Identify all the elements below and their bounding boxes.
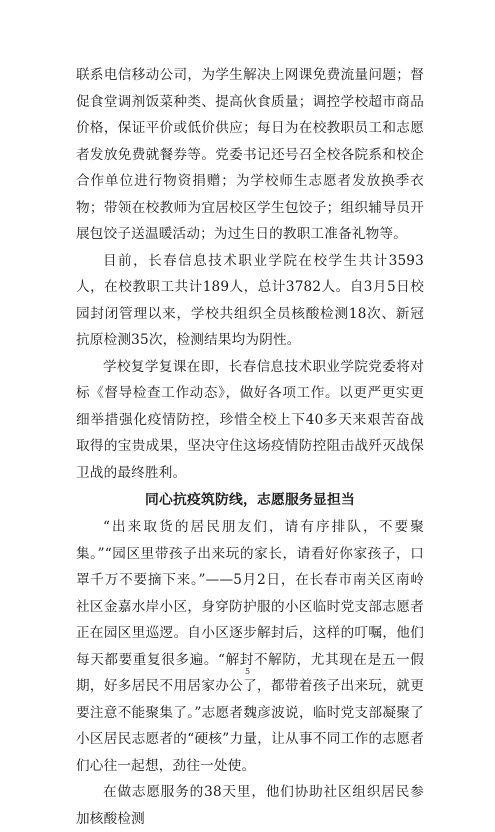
page-number: 5 — [244, 667, 251, 676]
paragraph-volunteer-days: 在做志愿服务的38天里，他们协助社区组织居民参加核酸检测 — [76, 784, 424, 827]
paragraph-statistics: 目前，长春信息技术职业学院在校学生共计3593人，在校教职工共计189人，总计3782人。自3月5日校园封闭管理以来，学校共组织全员核酸检测18次、新冠抗原检测35次，检测结果均为阴性。 — [76, 252, 424, 348]
paragraph-support-measures: 联系电信移动公司，为学生解决上网课免费流量问题；督促食堂调剂饭菜种类、提高伙食质量；调控学校超市商品价格，保证平价或低价供应；每日为在校教职员工和志愿者发放免费就餐券等。党委书记还号召全校各院系和校企合作单位进行物资捐赠；为学校师生志愿者发放换季衣物；带领在校教师为宜居校区学生包饺子；组织辅导员开展包饺子送温暖活动；为过生日的教职工准备礼物等。 — [76, 67, 424, 242]
body-text — [76, 62, 424, 832]
paragraph-reopening: 学校复学复课在即，长春信息技术职业学院党委将对标《督导检查工作动态》，做好各项工作。以更严更实更细举措强化疫情防控，珍惜全校上下40多天来艰苦奋战取得的宝贵成果，坚决守住这场疫情防控阻击战歼灭战保卫战的最终胜利。 — [76, 358, 424, 481]
section-heading: 同心抗疫筑防线，志愿服务显担当 — [145, 492, 355, 508]
paragraph-volunteers: “出来取货的居民朋友们，请有序排队，不要聚集。”“园区里带孩子出来玩的家长，请看好你家孩子，口罩千万不要摘下来。”——5月2日，在长春市南关区南岭社区金嘉水岸小区，身穿防护服的小区临时党支部志愿者正在园区里巡逻。自小区逐步解封后，这样的叮嘱，他们每天都要重复很多遍。“解封不解防，尤其现在是五一假期，好多居民不用居家办公了，都带着孩子出来玩，就更要注意不能聚集了。”志愿者魏彦波说，临时党支部凝聚了小区居民志愿者的“硬核”力量，让从事不同工作的志愿者们心往一起想，劲往一处使。 — [76, 519, 424, 774]
